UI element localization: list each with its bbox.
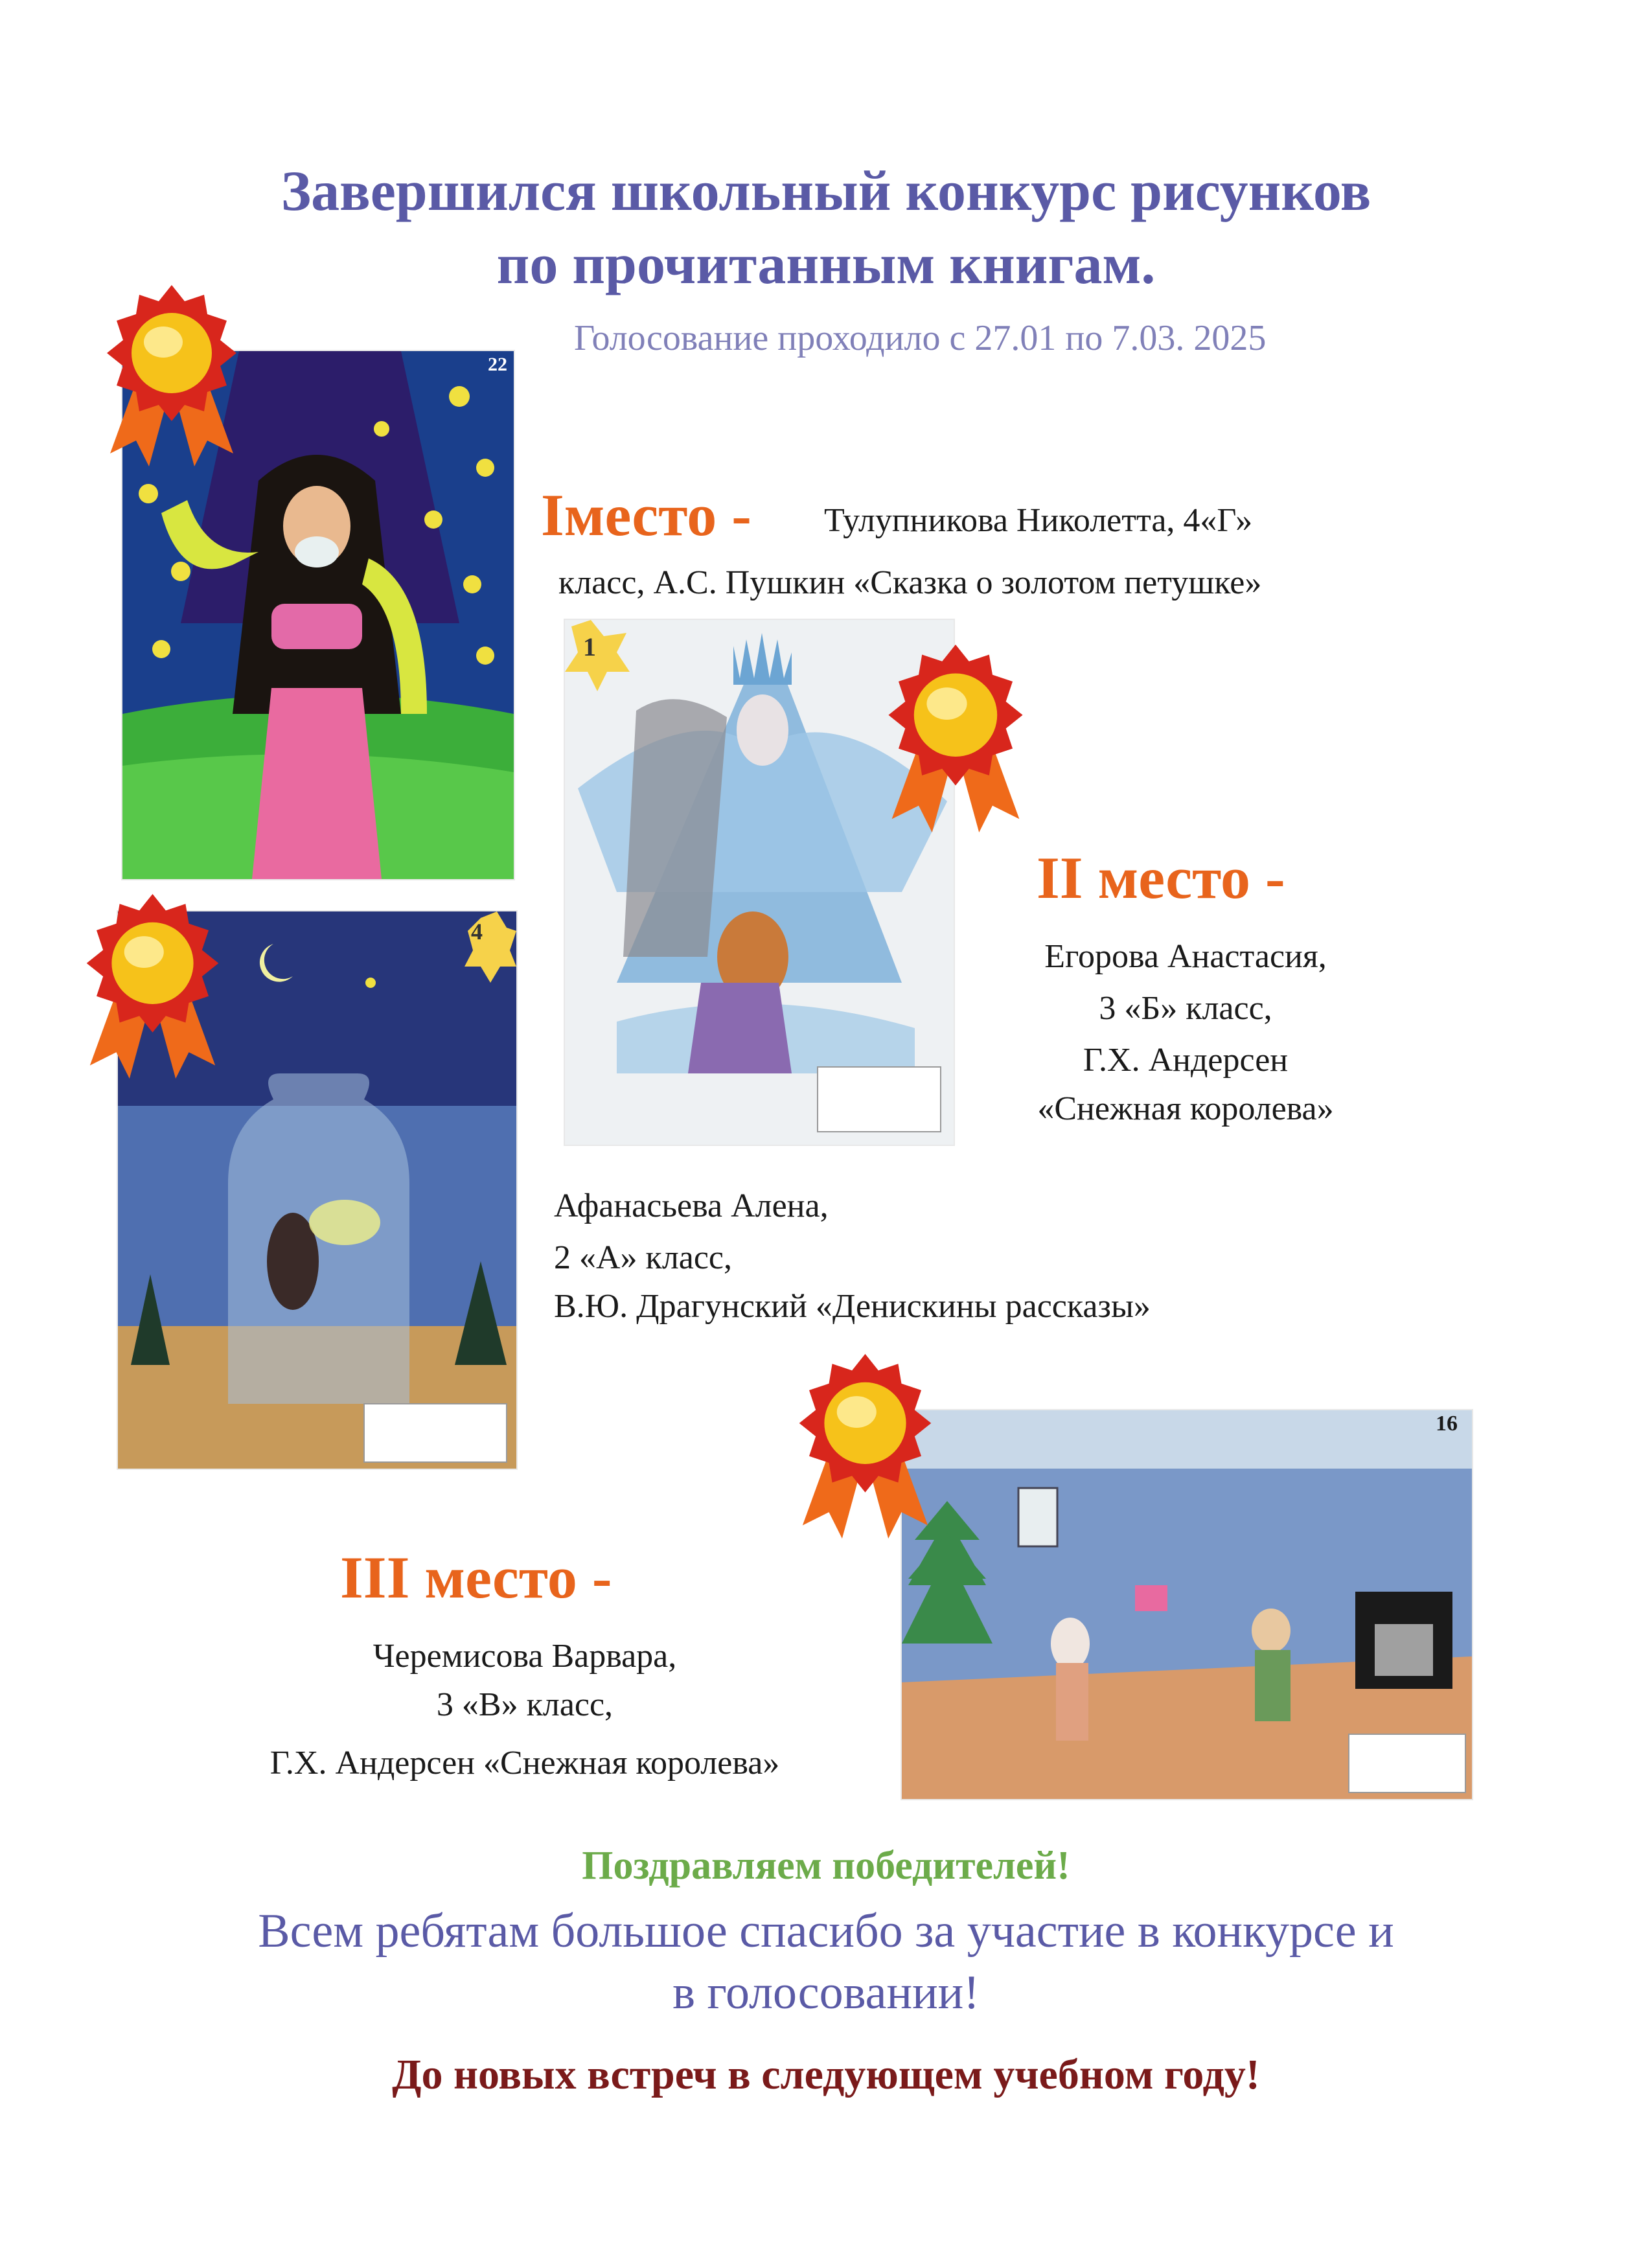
third-place-class: 3 «В» класс, bbox=[436, 1686, 614, 1723]
medal-icon bbox=[878, 645, 1033, 832]
drawing-number: 1 bbox=[583, 632, 596, 661]
page-title-line1: Завершился школьный конкурс рисунков bbox=[281, 160, 1371, 223]
third-place-label: III место - bbox=[340, 1544, 612, 1610]
afanasyeva-class: 2 «А» класс, bbox=[554, 1239, 733, 1276]
medal-icon bbox=[97, 285, 246, 466]
thanks-line2: в голосовании! bbox=[672, 1966, 980, 2019]
room-scene-illustration bbox=[902, 1410, 1472, 1799]
third-place-book: Г.Х. Андерсен «Снежная королева» bbox=[270, 1745, 780, 1781]
third-place-winner: Черемисова Варвара, bbox=[373, 1638, 677, 1675]
second-place-book: «Снежная королева» bbox=[1037, 1090, 1334, 1127]
voting-period: Голосование проходило с 27.01 по 7.03. 2025 bbox=[574, 318, 1267, 358]
afanasyeva-name: Афанасьева Алена, bbox=[554, 1187, 829, 1224]
drawing-third-place bbox=[901, 1409, 1473, 1800]
second-place-class: 3 «Б» класс, bbox=[1099, 990, 1272, 1027]
drawing-number: 22 bbox=[488, 354, 507, 375]
medal-icon bbox=[76, 894, 229, 1079]
second-place-winner: Егорова Анастасия, bbox=[1044, 938, 1327, 975]
drawing-number: 16 bbox=[1436, 1412, 1458, 1436]
second-place-label: II место - bbox=[1037, 845, 1285, 911]
medal-icon bbox=[789, 1354, 941, 1539]
first-place-label: Iместо - bbox=[541, 482, 751, 548]
congrats-text: Поздравляем победителей! bbox=[582, 1844, 1070, 1888]
farewell-text: До новых встреч в следующем учебном году! bbox=[392, 2051, 1260, 2098]
drawing-number: 4 bbox=[471, 919, 483, 945]
afanasyeva-book: В.Ю. Драгунский «Денискины рассказы» bbox=[554, 1288, 1151, 1325]
thanks-line1: Всем ребятам большое спасибо за участие в конкурсе и bbox=[258, 1905, 1394, 1958]
second-place-author: Г.Х. Андерсен bbox=[1083, 1042, 1289, 1079]
page-title-line2: по прочитанным книгам. bbox=[496, 233, 1156, 296]
first-place-book: класс, А.С. Пушкин «Сказка о золотом петушке» bbox=[558, 564, 1262, 601]
first-place-winner: Тулупникова Николетта, 4«Г» bbox=[824, 502, 1253, 539]
